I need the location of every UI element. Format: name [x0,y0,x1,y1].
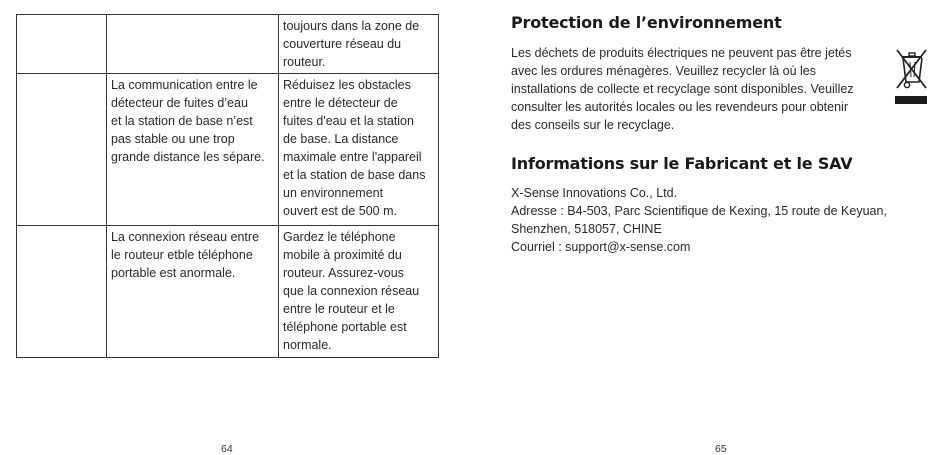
page-number: 65 [715,443,727,455]
cause-cell: La connexion réseau entre le routeur etble téléphone portable est anormale. [107,226,279,358]
table-row [17,74,439,226]
cause-cell [107,15,279,74]
problem-cell [17,226,107,358]
right-page [475,0,950,455]
solution-cell: Gardez le téléphone mobile à proximité du routeur. Assurez-vous que la connexion réseau entre le routeur et le téléphone portable est normale. [279,226,439,358]
manufacturer-text: X-Sense Innovations Co., Ltd. Adresse : B4-503, Parc Scientifique de Kexing, 15 route de Keyuan, Shenzhen, 518057, CHINE Courriel : support@x-sense.com [511,186,887,254]
solution-cell: toujours dans la zone de couverture réseau du routeur. [279,15,439,74]
troubleshooting-table [16,14,439,358]
solution-cell: Réduisez les obstacles entre le détecteur de fuites d'eau et la station de base. La distance maximale entre l'appareil et la station de base dans un environnement ouvert est de 500 m. [279,74,439,226]
page-number: 64 [221,443,233,455]
manufacturer-heading: Informations sur le Fabricant et le SAV [511,154,853,173]
problem-cell [17,15,107,74]
problem-cell [17,74,107,226]
crossed-out-wheelie-bin-icon [893,44,929,106]
table-row [17,226,439,358]
cause-cell: La communication entre le détecteur de fuites d’eau et la station de base n’est pas stable ou une trop grande distance les sépare. [107,74,279,226]
environment-text: Les déchets de produits électriques ne peuvent pas être jetés avec les ordures ménagères. Veuillez recycler là où les installations de collecte et recyclage sont disponibles. Veuillez consulter les autorités locales ou les revendeurs pour obtenir des conseils sur le recyclage. [511,46,854,132]
environment-heading: Protection de l’environnement [511,13,782,32]
table-row [17,15,439,74]
